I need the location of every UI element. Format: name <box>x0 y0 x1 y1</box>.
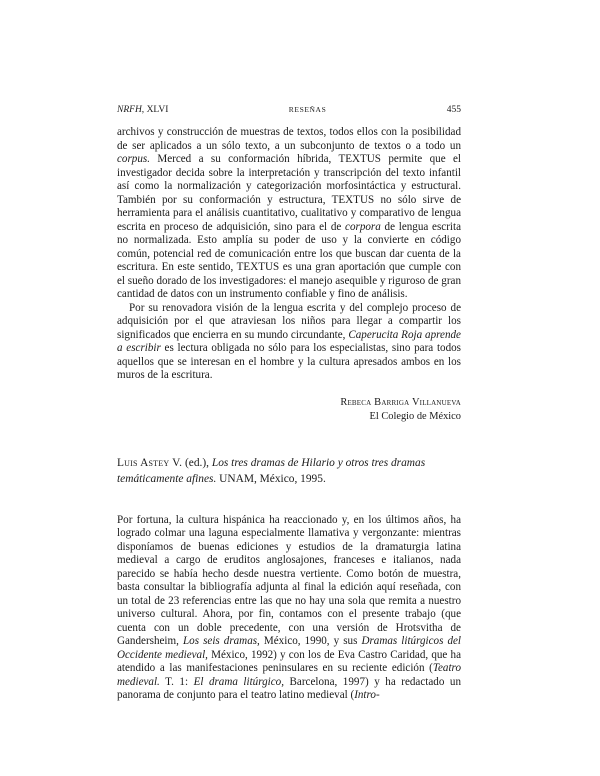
publication-info: UNAM, México, 1995. <box>216 472 326 485</box>
review-heading <box>117 455 461 487</box>
italic-term: Los seis dramas, <box>182 635 260 647</box>
journal-reference <box>117 104 168 116</box>
section-title: RESEÑAS <box>288 105 327 114</box>
reviewer-affiliation: El Colegio de México <box>369 410 461 422</box>
italic-term: Dramas litúrgicos del Occidente medieval, <box>117 635 461 661</box>
text-run: archivos y construcción de muestras de textos, todos ellos con la posibilidad de ser aplicados a un sólo texto, a un subconjunto de textos o a todo un <box>117 126 461 152</box>
text-run: México, 1992) y con los de Eva Castro Caridad, que ha atendido a las manifestaciones peninsulares en su reciente edición ( <box>117 648 462 674</box>
review-continuation <box>117 126 461 424</box>
paragraph <box>117 126 461 302</box>
italic-term: corpus. <box>117 153 150 165</box>
italic-term: corpora <box>345 220 381 233</box>
text-run: de lengua escrita no normalizada. Esto amplía su poder de uso y la convierte en código común, potencial red de comunicación entre los que buscan dar cuenta de la escritura. En este sentido, TEXTUS es una gran aportación que cumple con el sueño dorado de los investigadores: el manejo asequible y riguroso de gran cantidad de datos con un instrumento confiable y fino de análisis. <box>117 220 461 300</box>
page-number: 455 <box>446 105 461 115</box>
italic-term: El drama litúrgico, <box>193 675 285 688</box>
journal-name: NRFH, <box>117 105 145 115</box>
running-head <box>117 104 461 126</box>
paragraph <box>117 514 461 703</box>
text-run: Barcelona, 1997) y ha redactado un panorama de conjunto para el teatro latino medieval ( <box>117 675 461 701</box>
italic-term: Intro- <box>354 689 380 701</box>
page <box>117 104 461 703</box>
text-run: es lectura obligada no sólo para los especialistas, sino para todos aquellos que se interesan en el hombre y la cultura apresados ambos en los muros de la escritura. <box>117 342 461 381</box>
review-body <box>117 514 461 703</box>
reviewed-book-title: Los tres dramas de Hilario y otros tres dramas temáticamente afines. <box>117 456 426 485</box>
journal-volume: XLVI <box>146 105 169 115</box>
reviewer-signature <box>117 396 461 424</box>
text-run: Merced a su conformación híbrida, TEXTUS permite que el investigador decida sobre la interpretación y transcripción del texto infantil así como la normalización y categorización morfosintáctica y estructural. También por su conformación y estructura, TEXTUS no sólo sirve de herramienta para el análisis cuantitativo, cualitativo y comparativo de lengua escrita en proceso de adquisición, sino para el de <box>117 153 461 233</box>
paragraph <box>117 302 461 383</box>
reviewer-name: Rebeca Barriga Villanueva <box>340 396 461 408</box>
text-run: México, 1990, y sus <box>259 635 362 647</box>
review-author: Luis Astey V. <box>117 456 183 469</box>
book-title: Caperucita Roja aprende a escribir <box>117 328 461 354</box>
text-run: T. 1: <box>159 675 194 688</box>
italic-term: Teatro medieval. <box>117 662 461 688</box>
author-role: (ed.), <box>182 456 212 469</box>
text-run: Por su renovadora visión de la lengua escrita y del complejo proceso de adquisición por el que atraviesan los niños para llegar a compartir los significados que encierra en su mundo circundante, <box>117 301 461 341</box>
text-run: Por fortuna, la cultura hispánica ha reaccionado y, en los últimos años, ha logrado colmar una laguna especialmente llamativa y vergonzante: mientras disponíamos de buenas ediciones y estudios de la dramaturgia latina medieval a cargo de eruditos anglosajones, franceses e italianos, nada parecido se había hecho desde nuestra vertiente. Como botón de muestra, basta consultar la bibliografía adjunta al final la edición aquí reseñada, con un total de 23 referencias entre las que no hay una sola que remita a nuestro universo cultural. Ahora, por fin, contamos con el presente trabajo (que cuenta con un doble precedente, con una versión de Hrotsvitha de Gandersheim, <box>117 513 461 647</box>
